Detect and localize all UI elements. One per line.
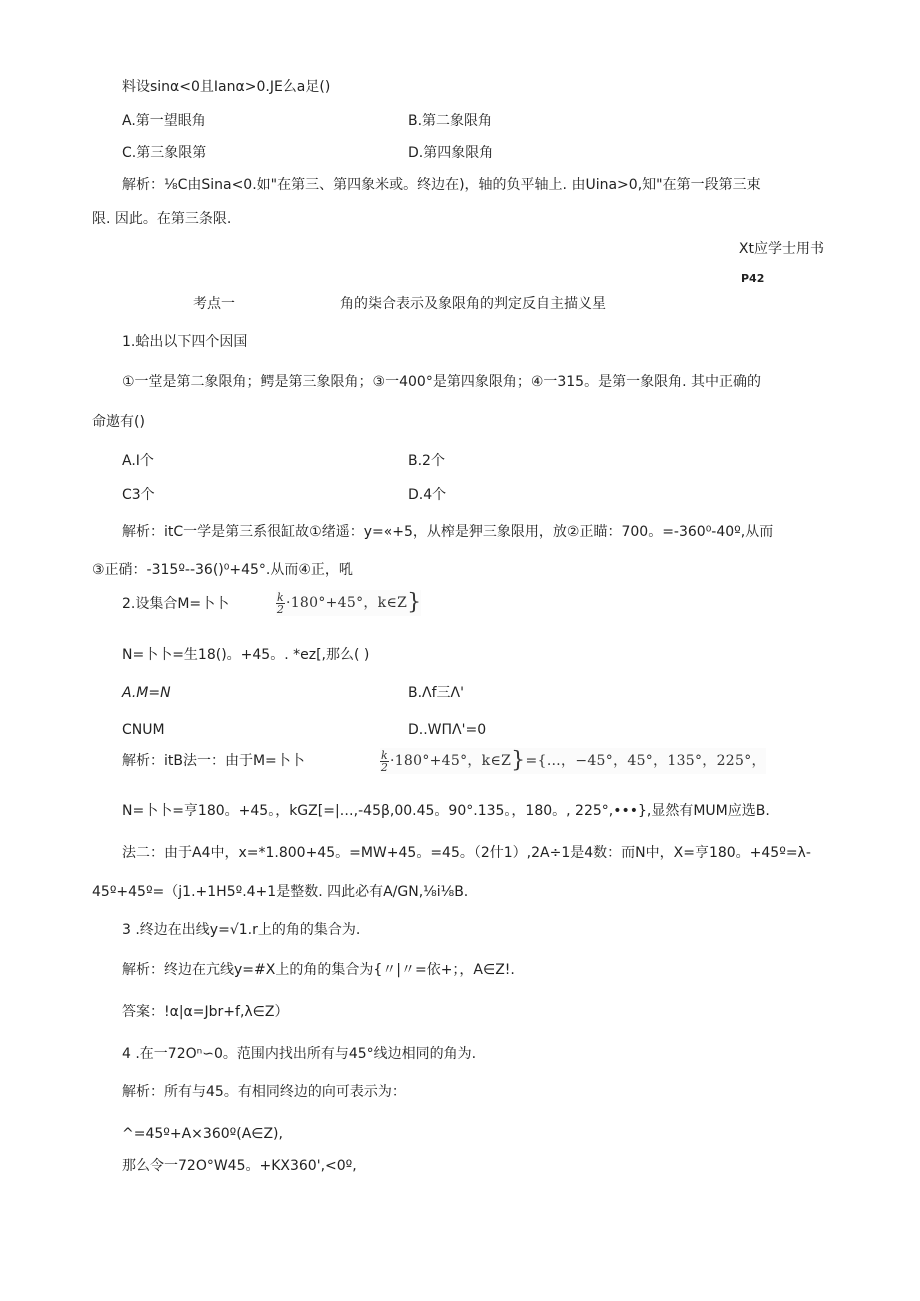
q2-analysis-formula-image: [380, 748, 766, 774]
intro-option-b: B.第二象限角: [408, 113, 493, 129]
q4-last-line: 那么令一72O°W45。+KX360',<0º,: [122, 1158, 357, 1174]
q2-set-expression: ·180°+45°，k∈Z: [285, 595, 408, 612]
q2-analysis-fraction-den: 2: [380, 760, 389, 774]
q2-analysis-set-tail: ={…，−45°，45°，135°，225°，: [525, 753, 766, 770]
q4-stem: 4 .在一72Oⁿ∽0。范围内找出所有与45°线边相同的角为.: [122, 1046, 477, 1062]
q1-option-b: B.2个: [408, 453, 445, 469]
q2-analysis-line2: N=卜卜=亨180。+45。，kGZ[=|…,-45β,00.45。90°.135。，180。, 225°,•••},显然有MUM应选B.: [122, 803, 770, 819]
q2-option-d: D..WΠΛ'=0: [408, 722, 487, 738]
intro-option-a: A.第一望眼角: [122, 113, 206, 129]
q2-set-brace: }: [407, 590, 422, 615]
q2-option-c: CNUM: [122, 722, 165, 738]
intro-option-c: C.第三象限第: [122, 145, 207, 161]
q2-stem: 2.设集合M=卜卜: [122, 596, 230, 612]
q2-set-fraction: [276, 592, 285, 615]
q1-analysis-line1: 解析：itC一学是第三系很缸故①绪遥：y=«+5，从榨是狎三象限用，放②正瞄：700。=-360⁰-40º,从而: [122, 524, 774, 540]
q4-formula: ^=45º+A×360º(A∈Z),: [122, 1126, 283, 1142]
q4-analysis: 解析：所有与45。有相同终边的向可表示为：: [122, 1084, 406, 1100]
q1-stem: 1.蛤出以下四个因国: [122, 334, 248, 350]
section-title: 角的柒合表示及象限角的判定反自主描义星: [340, 296, 606, 312]
q2-analysis-expression: ·180°+45°，k∈Z: [389, 753, 512, 770]
q2-analysis-fraction-num: k: [381, 748, 388, 762]
q2-analysis-brace: }: [511, 748, 526, 773]
intro-option-d: D.第四象限角: [408, 145, 494, 161]
section-label: 考点一: [193, 296, 235, 312]
page-ref: P42: [741, 272, 765, 285]
intro-analysis-line2: 限. 因此。在第三条限.: [92, 211, 232, 227]
q2-analysis-fraction: [380, 750, 389, 773]
q1-option-c: C3个: [122, 487, 155, 503]
q2-set-fraction-den: 2: [276, 602, 285, 616]
q1-line2: 命遨有(): [92, 414, 145, 430]
intro-analysis-line1: 解析：⅛C由Sina<0.如"在第三、第四象米或。终边在)，轴的负平轴上. 由Uina>0,知"在第一段第三束: [122, 177, 761, 193]
q1-option-d: D.4个: [408, 487, 447, 503]
intro-question: 料设sinα<0且Ianα>0.JE么a足(): [122, 79, 331, 95]
q2-method2-line1: 法二：由于A4中，x=*1.800+45。=MW+45。=45。（2什1）,2A÷1是4数：而N中，X=亨180。+45º=λ-: [122, 845, 811, 861]
q2-analysis-prefix: 解析：itB法一：由于M=卜卜: [122, 753, 305, 769]
q3-answer: 答案：!α|α=Jbr+f,λ∈Z）: [122, 1004, 289, 1020]
q2-n-line: N=卜卜=生18()。+45。. *ez[,那么( ): [122, 647, 370, 663]
q2-set-formula-image: [276, 590, 421, 616]
book-label: Xt应学士用书: [738, 241, 824, 257]
q1-analysis-line2: ③正硝：-315º--36()⁰+45°.从而④正，吼: [92, 562, 353, 578]
q2-set-fraction-num: k: [277, 590, 284, 604]
q3-stem: 3 .终边在出线y=√1.r上的角的集合为.: [122, 922, 361, 938]
q1-line1: ①一堂是第二象限角；鳄是第三象限角；③一400°是第四象限角；④一315。是第一象限角. 其中正确的: [122, 374, 761, 390]
q2-method2-line2: 45º+45º=（j1.+1H5º.4+1是整数. 四此必有A/GN,⅛i⅛B.: [92, 884, 469, 900]
q2-option-a: A.M=N: [122, 685, 171, 701]
q3-analysis: 解析：终边在亢线y=#X上的角的集合为{〃|〃=依+；，A∈Z!.: [122, 962, 515, 978]
q1-option-a: A.I个: [122, 453, 154, 469]
q2-option-b: B.Λf三Λ': [408, 685, 464, 701]
